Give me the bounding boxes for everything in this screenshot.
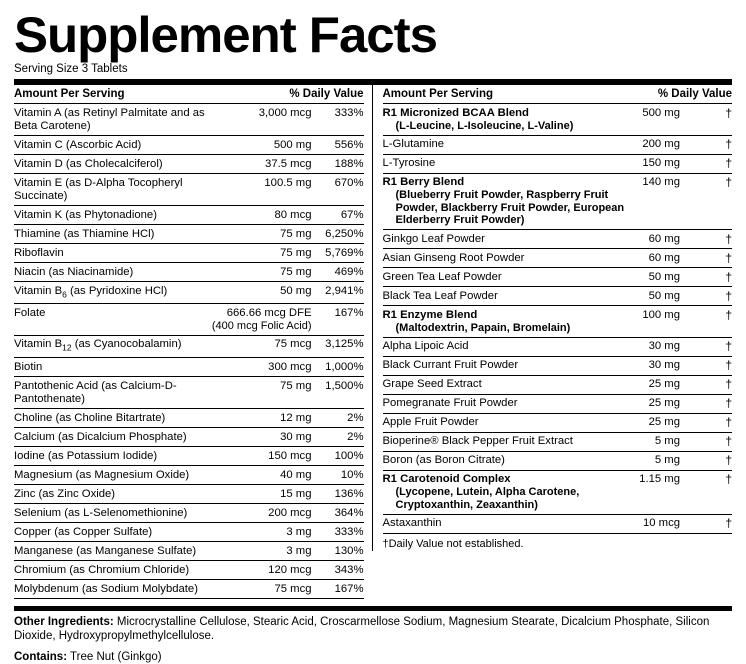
nutrient-name: R1 Micronized BCAA Blend (L-Leucine, L-Isoleucine, L-Valine) [383, 104, 640, 135]
nutrient-daily-value: † [725, 516, 732, 530]
bottom-section [14, 606, 732, 664]
nutrient-name: Niacin (as Niacinamide) [14, 263, 212, 282]
table-row [14, 225, 364, 244]
nutrient-amount: 3 mg [212, 523, 312, 542]
nutrient-amount: 75 mg [212, 225, 312, 244]
nutrient-amount: 75 mcg [274, 582, 312, 595]
nutrient-daily-value: † [680, 154, 732, 173]
nutrient-amount: 40 mg [212, 466, 312, 485]
nutrient-amount: 140 mg [639, 173, 680, 230]
nutrient-daily-value: 10% [312, 466, 364, 485]
other-ingredients [14, 615, 732, 643]
header-daily-value-right: % Daily Value [657, 88, 732, 100]
nutrient-daily-value: † [680, 470, 732, 514]
nutrient-amount: 5 mg [639, 432, 680, 451]
nutrient-amount: 3 mg [212, 542, 312, 561]
nutrient-amount: 37.5 mcg [212, 155, 312, 174]
nutrient-daily-value: 670% [312, 174, 364, 206]
table-row [383, 287, 733, 306]
table-row [14, 504, 364, 523]
table-row [14, 523, 364, 542]
nutrient-name: R1 Berry Blend (Blueberry Fruit Powder, Raspberry Fruit Powder, Blackberry Fruit Powder, European Elderberry Fruit Powder) [383, 173, 640, 230]
table-row [14, 282, 364, 304]
nutrient-daily-value: † [680, 451, 732, 470]
nutrient-daily-value: 1,000% [312, 358, 364, 377]
table-row [14, 409, 364, 428]
nutrient-daily-value: 469% [312, 263, 364, 282]
nutrient-name: Thiamine (as Thiamine HCl) [14, 225, 212, 244]
nutrient-daily-value: 6,250% [312, 225, 364, 244]
nutrient-daily-value: 2% [312, 428, 364, 447]
nutrient-name: Riboflavin [14, 244, 212, 263]
table-row [14, 580, 364, 599]
nutrient-amount: 10 mcg [642, 517, 680, 529]
nutrient-name: Asian Ginseng Root Powder [383, 249, 640, 268]
nutrient-daily-value: † [680, 268, 732, 287]
nutrient-amount: 75 mg [212, 263, 312, 282]
nutrient-name: R1 Carotenoid Complex (Lycopene, Lutein, Alpha Carotene, Cryptoxanthin, Zeaxanthin) [383, 470, 640, 514]
nutrient-name: Selenium (as L-Selenomethionine) [14, 504, 212, 523]
nutrient-amount: 150 mg [639, 154, 680, 173]
nutrient-name: Astaxanthin [382, 517, 442, 529]
nutrient-daily-value: † [680, 394, 732, 413]
nutrient-daily-value: † [680, 375, 732, 394]
nutrient-amount: 12 mg [212, 409, 312, 428]
nutrient-name: Vitamin $B_{12}$ (as Cyanocobalamin) [14, 335, 212, 357]
nutrient-daily-value: 167% [334, 582, 364, 595]
table-row [14, 377, 364, 409]
table-row [14, 174, 364, 206]
table-row [383, 470, 733, 514]
facts-column-left [14, 85, 372, 599]
nutrient-amount: 100.5 mg [212, 174, 312, 206]
nutrient-daily-value: † [680, 413, 732, 432]
nutrient-name: Black Tea Leaf Powder [383, 287, 640, 306]
nutrient-amount: 150 mcg [212, 447, 312, 466]
nutrient-daily-value: 556% [312, 136, 364, 155]
nutrient-daily-value: 333% [312, 104, 364, 136]
daily-value-footnote: †Daily Value not established. [382, 537, 524, 550]
table-row [383, 104, 733, 135]
nutrient-amount: 25 mg [639, 375, 680, 394]
nutrient-name: Vitamin E (as D-Alpha Tocopheryl Succinate) [14, 174, 212, 206]
table-row [14, 304, 364, 336]
table-row [383, 173, 733, 230]
nutrient-daily-value: 364% [312, 504, 364, 523]
nutrient-table-right [383, 104, 733, 533]
nutrient-daily-value: † [680, 287, 732, 306]
column-header-right [383, 85, 733, 104]
nutrient-name: L-Glutamine [383, 135, 640, 154]
header-amount-per-serving-right: Amount Per Serving [382, 88, 494, 100]
nutrient-amount: 5 mg [639, 451, 680, 470]
nutrient-amount: 500 mg [639, 104, 680, 135]
nutrient-name: Grape Seed Extract [383, 375, 640, 394]
nutrient-amount: 100 mg [639, 306, 680, 338]
nutrient-daily-value: 343% [312, 561, 364, 580]
nutrient-amount: 15 mg [212, 485, 312, 504]
contains-text: Tree Nut (Ginkgo) [70, 651, 162, 663]
nutrient-amount: 3,000 mcg [212, 104, 312, 136]
nutrient-name: Vitamin C (Ascorbic Acid) [14, 136, 212, 155]
nutrient-name: Choline (as Choline Bitartrate) [14, 409, 212, 428]
nutrient-name: Bioperine® Black Pepper Fruit Extract [383, 432, 640, 451]
nutrient-amount: 200 mcg [212, 504, 312, 523]
nutrient-amount: 50 mg [639, 268, 680, 287]
table-row [14, 206, 364, 225]
nutrient-name: Folate [14, 304, 212, 336]
table-row [383, 135, 733, 154]
nutrient-amount: 30 mg [639, 356, 680, 375]
nutrient-name: Manganese (as Manganese Sulfate) [14, 542, 212, 561]
nutrient-daily-value: † [680, 249, 732, 268]
nutrient-amount: 25 mg [639, 413, 680, 432]
nutrient-daily-value: † [680, 104, 732, 135]
nutrient-amount: 200 mg [639, 135, 680, 154]
nutrient-amount: 50 mg [639, 287, 680, 306]
nutrient-daily-value: † [680, 230, 732, 249]
table-row [383, 337, 733, 356]
nutrient-name: Vitamin K (as Phytonadione) [14, 206, 212, 225]
table-row [383, 432, 733, 451]
nutrient-name: Iodine (as Potassium Iodide) [14, 447, 212, 466]
table-row [14, 263, 364, 282]
column-header-left [14, 85, 364, 104]
nutrient-name: Pantothenic Acid (as Calcium-D-Pantothenate) [14, 377, 212, 409]
nutrient-name: Boron (as Boron Citrate) [383, 451, 640, 470]
nutrient-daily-value: 100% [312, 447, 364, 466]
contains-label: Contains: [14, 651, 68, 663]
nutrient-name: Vitamin A (as Retinyl Palmitate and as Beta Carotene) [14, 104, 212, 136]
nutrient-subtext: (Maltodextrin, Papain, Bromelain) [395, 321, 571, 334]
nutrient-daily-value: 188% [312, 155, 364, 174]
nutrient-name: Alpha Lipoic Acid [383, 337, 640, 356]
table-row [383, 394, 733, 413]
table-row [14, 358, 364, 377]
nutrient-amount: 75 mg [212, 244, 312, 263]
nutrient-name: R1 Enzyme Blend (Maltodextrin, Papain, Bromelain) [383, 306, 640, 338]
serving-size: Serving Size 3 Tablets [14, 63, 128, 75]
nutrient-daily-value: 167% [312, 304, 364, 336]
nutrient-name: Copper (as Copper Sulfate) [14, 523, 212, 542]
contains-statement [14, 650, 732, 664]
table-row [383, 356, 733, 375]
nutrient-daily-value: † [680, 337, 732, 356]
nutrient-name: Calcium (as Dicalcium Phosphate) [14, 428, 212, 447]
nutrient-name: L-Tyrosine [383, 154, 640, 173]
nutrient-amount: 300 mcg [212, 358, 312, 377]
nutrient-amount: 60 mg [639, 230, 680, 249]
table-row [383, 375, 733, 394]
nutrient-name: Black Currant Fruit Powder [383, 356, 640, 375]
nutrient-daily-value: 3,125% [312, 335, 364, 357]
nutrient-name: Molybdenum (as Sodium Molybdate) [14, 582, 198, 595]
nutrient-amount: 25 mg [639, 394, 680, 413]
table-row [14, 447, 364, 466]
nutrient-name: Biotin [14, 358, 212, 377]
nutrient-name: Magnesium (as Magnesium Oxide) [14, 466, 212, 485]
table-row [14, 155, 364, 174]
nutrient-amount-subtext: (400 mcg Folic Acid) [211, 319, 312, 332]
table-row [14, 335, 364, 357]
table-row [14, 428, 364, 447]
nutrient-daily-value: † [680, 356, 732, 375]
table-row [14, 485, 364, 504]
table-row [383, 413, 733, 432]
table-row [383, 230, 733, 249]
table-row [14, 244, 364, 263]
nutrient-name: Vitamin $B_6$ (as Pyridoxine HCl) [14, 282, 212, 304]
nutrient-name: Pomegranate Fruit Powder [383, 394, 640, 413]
table-row [14, 542, 364, 561]
left-column-bottom-rule [14, 598, 364, 599]
nutrient-amount: 80 mcg [212, 206, 312, 225]
nutrient-daily-value: 136% [312, 485, 364, 504]
table-row [14, 466, 364, 485]
nutrient-name: Apple Fruit Powder [383, 413, 640, 432]
nutrient-amount: 75 mcg [212, 335, 312, 357]
facts-column-right [372, 85, 733, 551]
table-row [14, 561, 364, 580]
table-row [383, 451, 733, 470]
nutrient-amount: 1.15 mg [639, 470, 680, 514]
nutrient-daily-value: 2% [312, 409, 364, 428]
other-ingredients-label: Other Ingredients: [14, 616, 114, 628]
nutrient-amount: 30 mg [212, 428, 312, 447]
page-title: Supplement Facts [14, 7, 437, 63]
table-row [14, 136, 364, 155]
nutrient-daily-value: † [680, 306, 732, 338]
nutrient-daily-value: † [680, 135, 732, 154]
nutrient-amount: 30 mg [639, 337, 680, 356]
nutrient-amount: 666.66 mcg DFE (400 mcg Folic Acid) [212, 304, 312, 336]
nutrient-amount: 60 mg [639, 249, 680, 268]
nutrient-amount: 120 mcg [212, 561, 312, 580]
table-row [383, 514, 733, 533]
nutrient-name: Vitamin D (as Cholecalciferol) [14, 155, 212, 174]
nutrient-daily-value: 67% [312, 206, 364, 225]
nutrient-name: Chromium (as Chromium Chloride) [14, 561, 212, 580]
table-row [383, 249, 733, 268]
table-row [383, 306, 733, 338]
nutrient-subtext: (L-Leucine, L-Isoleucine, L-Valine) [395, 119, 574, 132]
nutrient-daily-value: 5,769% [312, 244, 364, 263]
nutrient-daily-value: 333% [312, 523, 364, 542]
nutrient-name: Ginkgo Leaf Powder [383, 230, 640, 249]
header-daily-value-left: % Daily Value [289, 88, 364, 100]
nutrient-name: Green Tea Leaf Powder [383, 268, 640, 287]
nutrient-daily-value: 130% [312, 542, 364, 561]
nutrient-amount: 50 mg [212, 282, 312, 304]
nutrient-subtext: (Blueberry Fruit Powder, Raspberry Fruit Powder, Blackberry Fruit Powder, European Elderberry Fruit Powder) [395, 189, 625, 226]
facts-columns [14, 85, 732, 599]
nutrient-daily-value: † [680, 432, 732, 451]
nutrient-subtext: (Lycopene, Lutein, Alpha Carotene, Cryptoxanthin, Zeaxanthin) [395, 486, 580, 511]
table-row [383, 268, 733, 287]
nutrient-daily-value: † [680, 173, 732, 230]
header-amount-per-serving-left: Amount Per Serving [14, 88, 125, 100]
nutrient-table-left [14, 104, 364, 598]
nutrient-amount: 500 mg [212, 136, 312, 155]
other-ingredients-text: Microcrystalline Cellulose, Stearic Acid, Croscarmellose Sodium, Magnesium Stearate, Dicalcium Phosphate, Silicon Dioxide, Hydroxypropylmethylcellulose. [14, 616, 710, 642]
nutrient-name: Zinc (as Zinc Oxide) [14, 485, 212, 504]
nutrient-daily-value: 1,500% [312, 377, 364, 409]
nutrient-amount: 75 mg [212, 377, 312, 409]
table-row [383, 154, 733, 173]
nutrient-daily-value: 2,941% [312, 282, 364, 304]
table-row [14, 104, 364, 136]
